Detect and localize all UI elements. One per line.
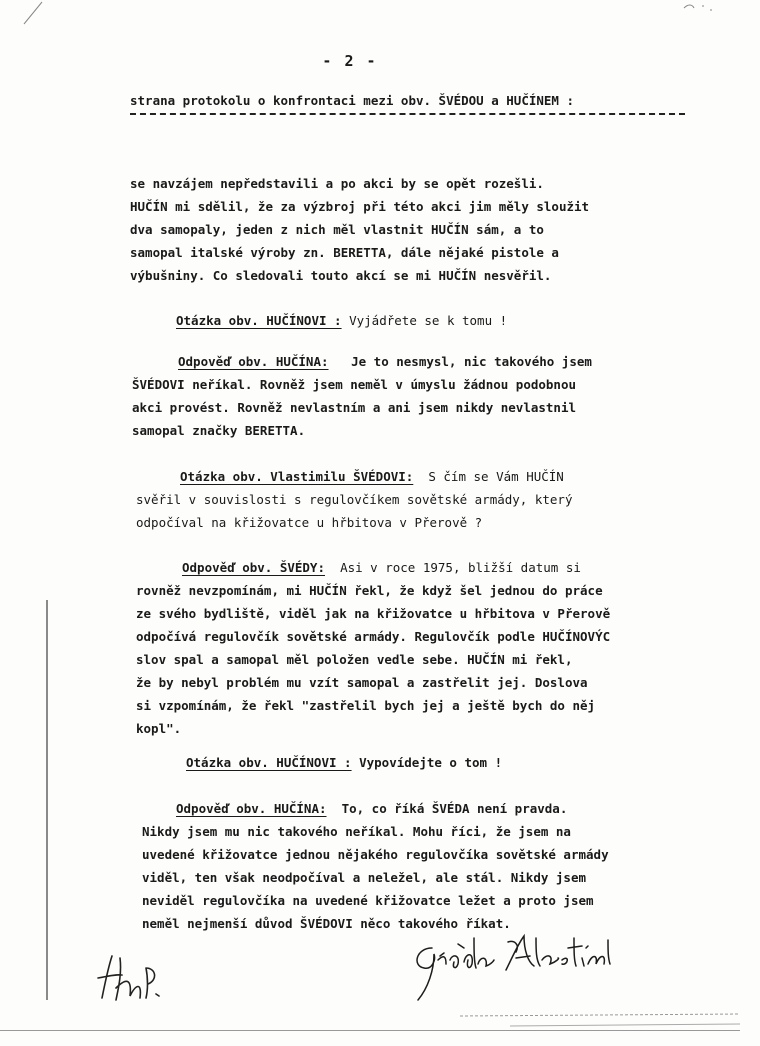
text-line: akci provést. Rovněž nevlastním a ani jsem nikdy nevlastnil [132,400,577,415]
signature-right [408,930,613,1004]
text-line: slov spal a samopal měl položen vedle sebe. HUČÍN mi řekl, [136,652,573,667]
text-line: ze svého bydliště, viděl jak na křižovatce u hřbitova v Přerově [136,606,611,621]
text-line: uvedené křižovatce jednou nějakého regulovčíka sovětské armády [142,847,609,862]
question-text: S čím se Vám HUČÍN [428,469,564,484]
text-line: odpočíval na křižovatce u hřbitova v Přerově ? [136,515,483,530]
bottom-rule [0,1030,740,1031]
question-label: Otázka obv. HUČÍNOVI : [186,755,352,770]
answer-3 [142,797,609,935]
text-line: rovněž nevzpomínám, mi HUČÍN řekl, že když šel jednou do práce [136,583,603,598]
question-1 [176,309,507,332]
header-rule [130,113,685,115]
text-line: že by nebyl problém mu vzít samopal a zastřelit jej. Doslova [136,675,588,690]
margin-bar [46,600,48,1000]
signature-left [92,948,172,1008]
text-line: HUČÍN mi sdělil, že za výzbroj při této akci jim měly sloužit [130,199,590,214]
text-line: ŠVÉDOVI neříkal. Rovněž jsem neměl v úmyslu žádnou podobnou [132,377,577,392]
question-label: Otázka obv. Vlastimilu ŠVÉDOVI: [180,469,414,484]
answer-text: To, co říká ŠVÉDA není pravda. [341,801,568,816]
text-line: si vzpomínám, že řekl "zastřelil bych jej a ještě bych do něj [136,698,596,713]
text-line: kopl". [136,721,182,736]
answer-text: Je to nesmysl, nic takového jsem [351,354,592,369]
text-line: samopal italské výroby zn. BERETTA, dále nějaké pistole a [130,245,559,260]
question-text: Vyjádřete se k tomu ! [349,313,508,328]
answer-label: Odpověď obv. HUČÍNA: [176,801,327,816]
page-number: - 2 - [322,52,378,70]
question-3 [186,751,502,774]
answer-label: Odpověď obv. HUČÍNA: [178,354,329,369]
answer-text: Asi v roce 1975, bližší datum si [340,560,581,575]
protocol-header: strana protokolu o konfrontaci mezi obv. ŠVÉDOU a HUČÍNEM : [130,93,575,108]
text-line: samopal značky BERETTA. [132,423,306,438]
question-label: Otázka obv. HUČÍNOVI : [176,313,342,328]
text-line: dva samopaly, jeden z nich měl vlastnit HUČÍN sám, a to [130,222,544,237]
text-line: výbušniny. Co sledovali touto akcí se mi HUČÍN nesvěřil. [130,268,552,283]
text-line: svěřil v souvislosti s regulovčíkem sovětské armády, který [136,492,573,507]
answer-2 [136,556,610,740]
text-line: neviděl regulovčíka na uvedené křižovatce ležet a proto jsem [142,893,594,908]
text-line: se navzájem nepředstavili a po akci by se opět rozešli. [130,176,544,191]
intro-paragraph [130,172,589,287]
text-line: viděl, ten však neodpočíval a neležel, ale stál. Nikdy jsem [142,870,587,885]
question-text: Vypovídejte o tom ! [359,755,503,770]
text-line: odpočívá regulovčík sovětské armády. Regulovčík podle HUČÍNOVÝC [136,629,611,644]
answer-1 [132,350,592,442]
question-2 [136,465,573,534]
text-line: Nikdy jsem mu nic takového neříkal. Mohu říci, že jsem na [142,824,571,839]
scan-mark [680,0,720,14]
scan-mark [20,0,50,30]
answer-label: Odpověď obv. ŠVÉDY: [182,560,325,575]
text-line: neměl nejmenší důvod ŠVÉDOVI něco takového říkat. [142,916,511,931]
